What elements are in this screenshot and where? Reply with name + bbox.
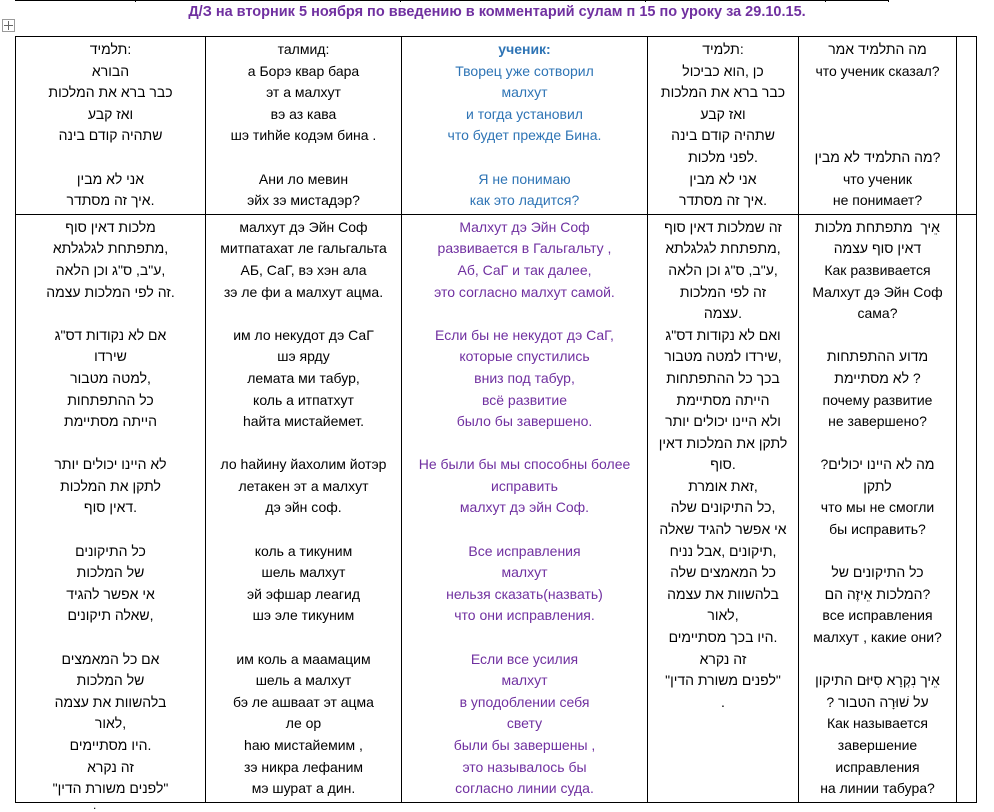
cell-text: Творец уже сотворил малхут и тогда установил что будет прежде Бина. Я не понимаю как это ладится? (447, 62, 602, 209)
cell-text: מלכות דאין סוף ,מתפתחת לגלגלתא ,ע"ב, ס"ג וכן הלאה .זה לפי המלכות עצמה אם לא נקודות דס"ג שירדו ,למטה מטבור כל ההתפתחות הייתה מסתיימת לא היינו יכולים יותר לתקן את המלכות .דאין סוף כל התיקונים של המלכות אי אפשר להגיד ,שאלה תיקונים אם כל המאמצים של המלכות בלהשוות את עצמה ,לאור .היו מסתיימים זה נקרא "לפנים משורת הדין" (46, 218, 175, 797)
russian-student-cell[interactable] (402, 37, 648, 215)
empty-cell[interactable] (957, 37, 977, 215)
question-cell[interactable] (799, 37, 957, 215)
previous-table-divider (825, 0, 826, 2)
cell-text: מה התלמיד אמר что ученик сказал? ?מה התלמיד לא מבין что ученик не понимает? (814, 41, 941, 209)
russian-explanation-cell[interactable] (402, 214, 648, 802)
homework-table (15, 36, 977, 803)
hebrew-answer-explanation-cell[interactable] (648, 214, 799, 802)
cell-text: :תלמיד הבורא כבר ברא את המלכות ואז קבע שתהיה קודם בינה אני לא מבין .איך זה מסתדר (48, 41, 173, 209)
table-move-handle-icon[interactable] (2, 19, 15, 32)
cell-text: талмид: а Борэ квар бара эт а малхут вэ аз кава шэ тиhйе кодэм бина . Ани ло мевин эйх зэ мистадэр? (230, 41, 377, 209)
cell-text: זה שמלכות דאין סוף ,מתפתחת לגלגלתא ,ע"ב, ס"ג וכן הלאה זה לפי המלכות .עצמה ואם לא נקודות דס"ג ,שירדו למטה מטבור בכך כל ההתפתחות הייתה מסתיימת ולא היינו יכולים יותר לתקן את המלכות דאין .סוף ,זאת אומרת ,כל התיקונים שלה אי אפשר להגיד שאלה ,תיקונים ,אבל נניח כל המאמצים שלה בלהשוות את עצמה ,לאור .היו בכך מסתיימים זה נקרא "לפנים משורת הדין" . (658, 218, 788, 710)
cell-text: :תלמיד כן ,הוא כביכול כבר ברא את המלכות ואז קבע שתהיה קודם בינה .לפני מלכות אני לא מבין .איך זה מסתדר (660, 41, 786, 209)
partial-next-line: . (93, 798, 97, 812)
table-row (16, 214, 977, 802)
cell-heading: ученик: (498, 41, 551, 57)
cell-text: Малхут дэ Эйн Соф развивается в Гальгальту , Аб, СаГ и так далее, это согласно малхут самой. Если бы не некудот дэ СаГ, которые спустились вниз под табур, всё развитие было бы завершено. Не были бы мы способны более исправить малхут дэ эйн Соф. Все исправления малхут нельзя сказать(назвать) что они исправления. Если все усилия малхут в уподоблении себя свету были бы завершены , это называлось бы согласно линии суда. (418, 218, 631, 797)
previous-table-divider (645, 0, 646, 2)
empty-cell[interactable] (957, 214, 977, 802)
cell-text: малхут дэ Эйн Соф митпатахат ле гальгальта АБ, СаГ, вэ хэн ала зэ ле фи а малхут ацма. им ло некудот дэ СаГ шэ ярду лемата ми табур, коль а итпатхут hайта мистайемет. ло hайину йахолим йотэр летакен эт а малхут дэ эйн соф. коль а тикуним шель малхут эй эфшар леагид шэ эле тикуним им коль а маамацим шель а малхут бэ ле ашваат эт ацма ле ор hаю мистайемим , зэ никра лефаним мэ шурат а дин. (220, 218, 387, 797)
previous-table-divider (400, 0, 401, 2)
transliteration-student-cell[interactable] (206, 37, 402, 215)
previous-table-border (15, 0, 889, 1)
questions-cell[interactable] (799, 214, 957, 802)
page-title: Д/З на вторник 5 ноября по введению в комментарий сулам п 15 по уроку за 29.10.15. (188, 4, 806, 20)
transliteration-explanation-cell[interactable] (206, 214, 402, 802)
previous-table-divider (135, 0, 136, 2)
hebrew-student-cell[interactable] (16, 37, 206, 215)
hebrew-answer-cell[interactable] (648, 37, 799, 215)
previous-table-divider (888, 0, 889, 2)
cell-text: אֵיך מתפתחת מלכות דאין סוף עצמה Как развивается Малхут дэ Эйн Соф сама? מדוע ההתפתחות ? לא מסתיימת почему развитие не завершено? מה לא היינו יכולים? לתקן что мы не смогли бы исправить? כל התיקונים של ?המלכות אֵיזֶה הם все исправления малхут , какие они? אֵיך נִקְרָא סִיּוּם התיקון על שׁוּרָה הטבור ? Как называется завершение исправления на линии табура? (812, 218, 943, 797)
table-row (16, 37, 977, 215)
hebrew-explanation-cell[interactable] (16, 214, 206, 802)
